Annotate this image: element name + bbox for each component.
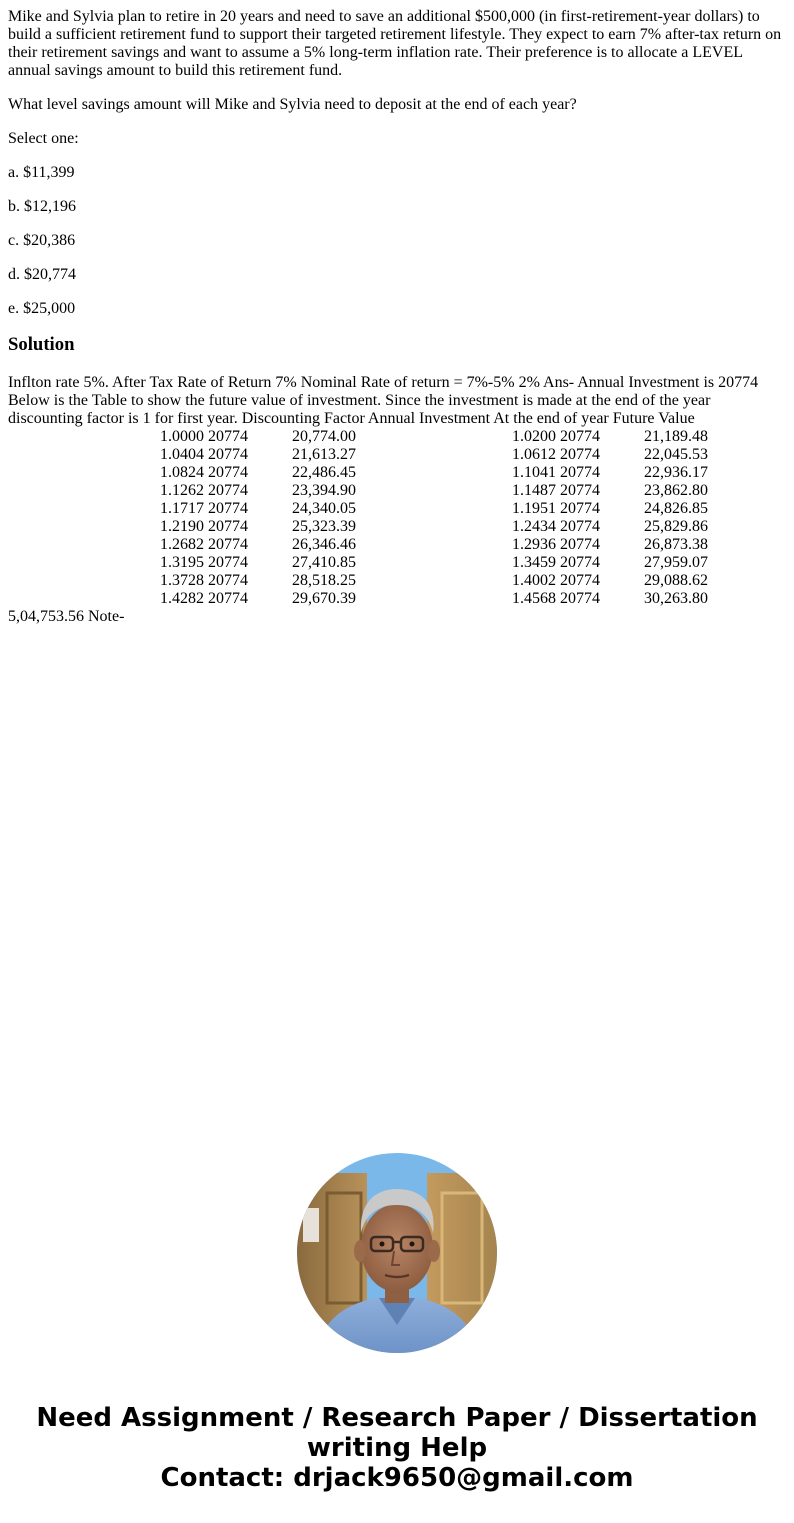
question-paragraph-2: What level savings amount will Mike and Sylvia need to deposit at the end of each year? — [8, 96, 577, 113]
table-spacer-cell — [8, 500, 160, 518]
option-a: a. $11,399 — [8, 164, 75, 181]
factor-investment-cell: 1.2434 20774 — [512, 518, 600, 535]
table-row — [8, 464, 708, 482]
table-spacer-cell — [8, 464, 160, 482]
promo-banner — [0, 1403, 794, 1493]
future-value-cell: 25,323.39 — [292, 518, 356, 535]
future-value-cell: 28,518.25 — [292, 572, 356, 589]
solution-heading: Solution — [8, 334, 75, 355]
future-value-cell: 30,263.80 — [644, 590, 708, 607]
table-spacer-cell — [8, 554, 160, 572]
factor-investment-cell: 1.1262 20774 — [160, 482, 248, 499]
factor-investment-cell: 1.3195 20774 — [160, 554, 248, 571]
factor-investment-cell: 1.3459 20774 — [512, 554, 600, 571]
factor-investment-cell: 1.2682 20774 — [160, 536, 248, 553]
future-value-cell: 22,486.45 — [292, 464, 356, 481]
factor-investment-cell: 1.1487 20774 — [512, 482, 600, 499]
table-row — [8, 428, 708, 446]
future-value-cell: 24,340.05 — [292, 500, 356, 517]
promo-contact: Contact: drjack9650@gmail.com — [160, 1463, 634, 1493]
select-prompt: Select one: — [8, 130, 79, 147]
future-value-cell: 24,826.85 — [644, 500, 708, 517]
factor-investment-cell: 1.1951 20774 — [512, 500, 600, 517]
option-c: c. $20,386 — [8, 232, 76, 249]
table-spacer-cell — [356, 590, 512, 608]
document-content — [8, 8, 786, 626]
factor-investment-cell: 1.3728 20774 — [160, 572, 248, 589]
option-e: e. $25,000 — [8, 300, 76, 317]
future-value-cell: 20,774.00 — [292, 428, 356, 445]
total-line: 5,04,753.56 Note- — [8, 608, 125, 625]
solution-intro: Inflton rate 5%. After Tax Rate of Return 7% Nominal Rate of return = 7%-5% 2% Ans- Annual Investment is 20774 Below is the Table to show the future value of investment. Since the investment is made at the end of the year discounting factor is 1 for first year. Discounting Factor Annual Investment At the end of year Future Value — [8, 374, 759, 427]
promo-line-2: writing Help — [306, 1433, 488, 1463]
option-b: b. $12,196 — [8, 198, 76, 215]
factor-investment-cell: 1.4002 20774 — [512, 572, 600, 589]
factor-investment-cell: 1.0612 20774 — [512, 446, 600, 463]
table-row — [8, 536, 708, 554]
future-value-cell: 23,862.80 — [644, 482, 708, 499]
table-spacer-cell — [356, 428, 512, 446]
factor-investment-cell: 1.4568 20774 — [512, 590, 600, 607]
future-value-cell: 25,829.86 — [644, 518, 708, 535]
table-row — [8, 554, 708, 572]
table-spacer-cell — [8, 518, 160, 536]
table-spacer-cell — [356, 518, 512, 536]
future-value-cell: 23,394.90 — [292, 482, 356, 499]
factor-investment-cell: 1.0824 20774 — [160, 464, 248, 481]
table-spacer-cell — [356, 500, 512, 518]
table-row — [8, 572, 708, 590]
future-value-cell: 29,670.39 — [292, 590, 356, 607]
future-value-cell: 22,045.53 — [644, 446, 708, 463]
future-value-cell: 21,613.27 — [292, 446, 356, 463]
table-spacer-cell — [356, 572, 512, 590]
future-value-cell: 27,959.07 — [644, 554, 708, 571]
table-spacer-cell — [356, 464, 512, 482]
table-spacer-cell — [8, 590, 160, 608]
future-value-cell: 22,936.17 — [644, 464, 708, 481]
table-spacer-cell — [8, 428, 160, 446]
table-row — [8, 518, 708, 536]
table-spacer-cell — [8, 536, 160, 554]
promo-line-1: Need Assignment / Research Paper / Dissertation — [36, 1403, 758, 1433]
author-photo-image — [297, 1153, 497, 1353]
table-row — [8, 446, 708, 464]
question-paragraph-1: Mike and Sylvia plan to retire in 20 years and need to save an additional $500,000 (in first-retirement-year dollars) to build a sufficient retirement fund to support their targeted retirement lifestyle. They expect to earn 7% after-tax return on their retirement savings and want to assume a 5% long-term inflation rate. Their preference is to allocate a LEVEL annual savings amount to build this retirement fund. — [8, 8, 782, 79]
table-row — [8, 590, 708, 608]
table-row — [8, 482, 708, 500]
table-spacer-cell — [8, 572, 160, 590]
factor-investment-cell: 1.0000 20774 — [160, 428, 248, 445]
future-value-cell: 27,410.85 — [292, 554, 356, 571]
table-spacer-cell — [8, 446, 160, 464]
factor-investment-cell: 1.4282 20774 — [160, 590, 248, 607]
author-avatar — [297, 1153, 497, 1353]
table-spacer-cell — [356, 554, 512, 572]
future-value-cell: 26,873.38 — [644, 536, 708, 553]
table-spacer-cell — [356, 446, 512, 464]
option-d: d. $20,774 — [8, 266, 76, 283]
table-row — [8, 500, 708, 518]
table-spacer-cell — [8, 482, 160, 500]
factor-investment-cell: 1.1717 20774 — [160, 500, 248, 517]
future-value-cell: 26,346.46 — [292, 536, 356, 553]
factor-investment-cell: 1.2190 20774 — [160, 518, 248, 535]
factor-investment-cell: 1.2936 20774 — [512, 536, 600, 553]
future-value-cell: 21,189.48 — [644, 428, 708, 445]
table-spacer-cell — [356, 482, 512, 500]
table-spacer-cell — [356, 536, 512, 554]
future-value-table — [8, 428, 708, 608]
factor-investment-cell: 1.0200 20774 — [512, 428, 600, 445]
factor-investment-cell: 1.1041 20774 — [512, 464, 600, 481]
future-value-cell: 29,088.62 — [644, 572, 708, 589]
factor-investment-cell: 1.0404 20774 — [160, 446, 248, 463]
